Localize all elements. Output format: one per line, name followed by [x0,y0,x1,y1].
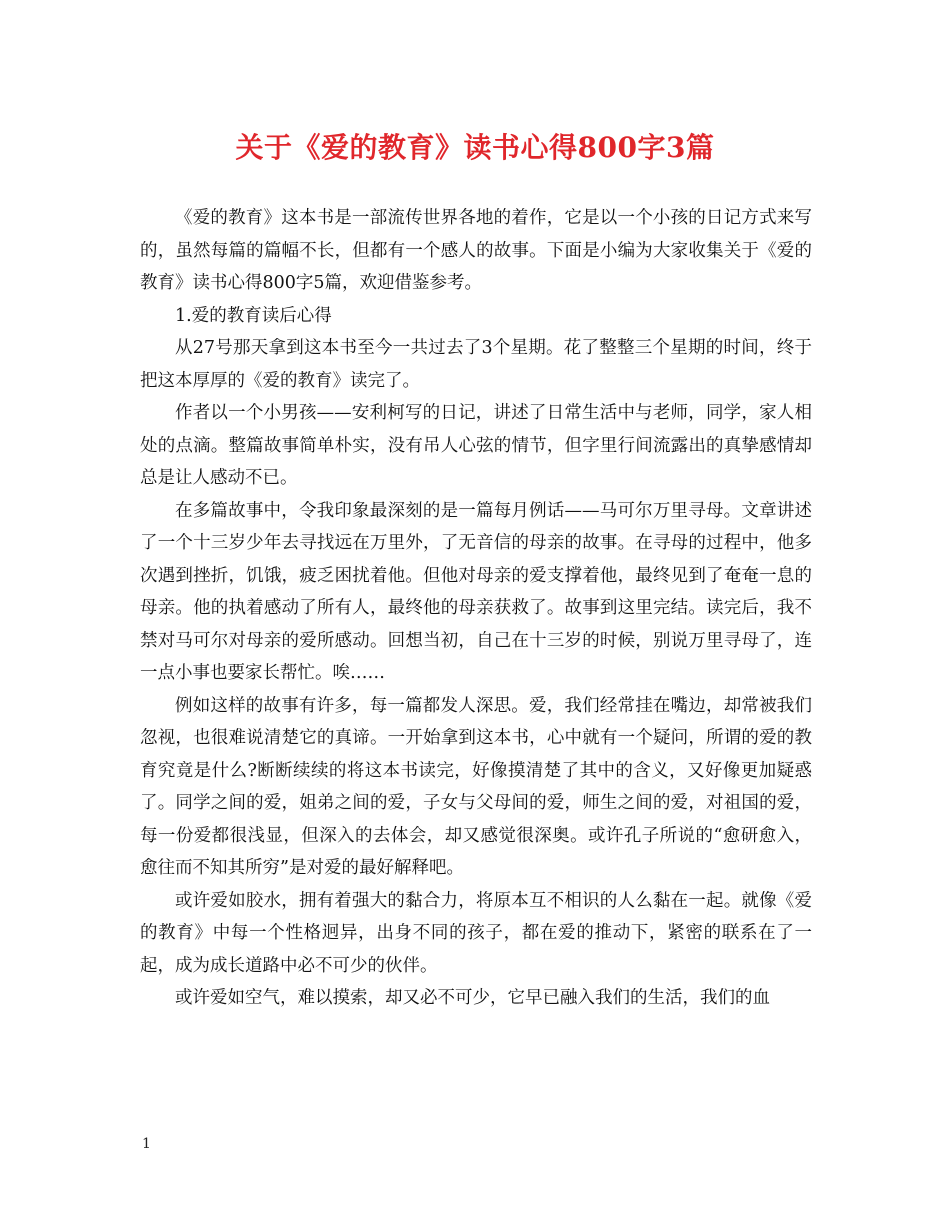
body-paragraph: 在多篇故事中，令我印象最深刻的是一篇每月例话——马可尔万里寻母。文章讲述了一个十三岁少年去寻找远在万里外，了无音信的母亲的故事。在寻母的过程中，他多次遇到挫折，饥饿，疲乏困扰着他。但他对母亲的爱支撑着他，最终见到了奄奄一息的母亲。他的执着感动了所有人，最终他的母亲获救了。故事到这里完结。读完后，我不禁对马可尔对母亲的爱所感动。回想当初，自己在十三岁的时候，别说万里寻母了，连一点小事也要家长帮忙。唉…… [140,500,812,683]
intro-paragraph: 《爱的教育》这本书是一部流传世界各地的着作，它是以一个小孩的日记方式来写的，虽然每篇的篇幅不长，但都有一个感人的故事。下面是小编为大家收集关于《爱的教育》读书心得800字5篇，欢迎借鉴参考。 [140,208,812,293]
page-number: 1 [142,1136,151,1152]
document-body [140,202,812,1015]
body-paragraph: 或许爱如胶水，拥有着强大的黏合力，将原本互不相识的人么黏在一起。就像《爱的教育》中每一个性格迥异，出身不同的孩子，都在爱的推动下，紧密的联系在了一起，成为成长道路中必不可少的伙伴。 [140,890,812,976]
section-heading: 1.爱的教育读后心得 [175,305,332,326]
body-paragraph: 或许爱如空气，难以摸索，却又必不可少，它早已融入我们的生活，我们的血 [175,988,770,1008]
body-paragraph: 从27号那天拿到这本书至今一共过去了3个星期。花了整整三个星期的时间，终于把这本厚厚的《爱的教育》读完了。 [140,338,812,391]
document-title: 关于《爱的教育》读书心得800字3篇 [235,131,715,164]
body-paragraph: 例如这样的故事有许多，每一篇都发人深思。爱，我们经常挂在嘴边，却常被我们忽视，也很难说清楚它的真谛。一开始拿到这本书，心中就有一个疑问，所谓的爱的教育究竟是什么?断断续续的将这本书读完，好像摸清楚了其中的含义，又好像更加疑惑了。同学之间的爱，姐弟之间的爱，子女与父母间的爱，师生之间的爱，对祖国的爱，每一份爱都很浅显，但深入的去体会，却又感觉很深奥。或许孔子所说的“愈研愈入，愈往而不知其所穷”是对爱的最好解释吧。 [140,695,812,878]
body-paragraph: 作者以一个小男孩——安利柯写的日记，讲述了日常生活中与老师，同学，家人相处的点滴。整篇故事简单朴实，没有吊人心弦的情节，但字里行间流露出的真挚感情却总是让人感动不已。 [140,403,812,488]
